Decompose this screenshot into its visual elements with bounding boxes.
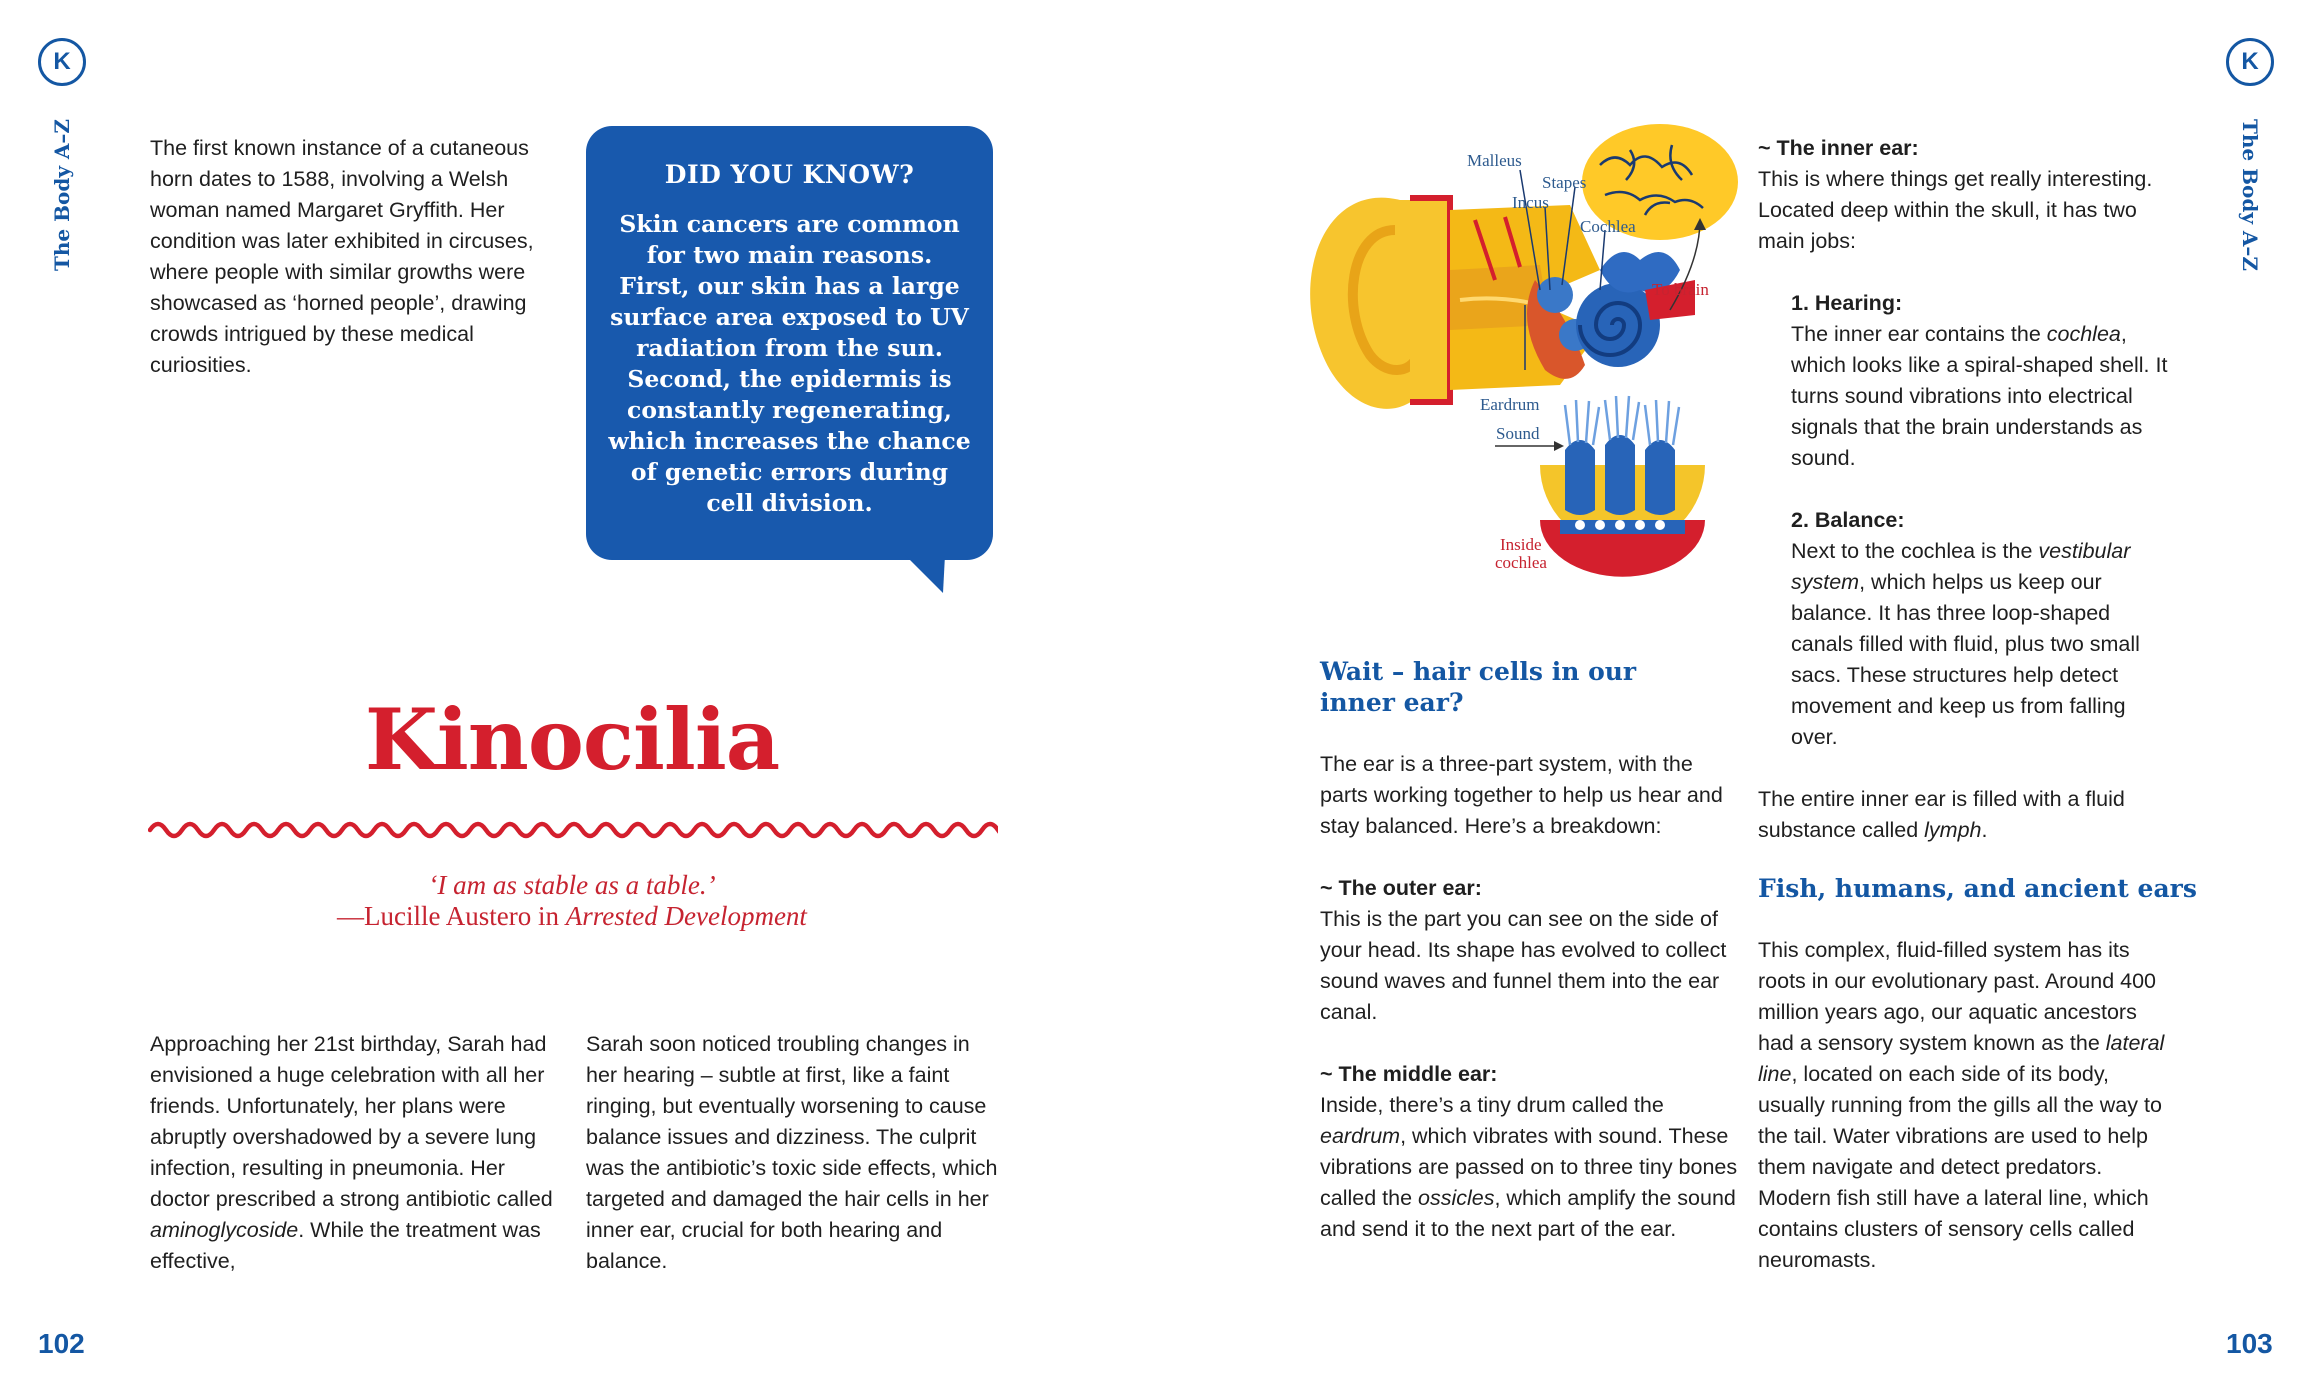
intro-paragraph [150, 133, 555, 381]
section-heading-fish: Fish, humans, and ancient ears [1758, 874, 2197, 903]
middle-ear-text: Inside, there’s a tiny drum called the [1320, 1093, 1664, 1117]
lymph-paragraph [1758, 784, 2178, 846]
story-column-1 [150, 1029, 560, 1277]
outer-ear-label: ~ The outer ear: [1320, 876, 1482, 900]
label-sound: Sound [1496, 424, 1540, 443]
running-header: The Body A–Z [50, 118, 74, 272]
story-text: Approaching her 21st birthday, Sarah had envisioned a huge celebration with all her friends. Unfortunately, her plans were abruptly overshadowed by a severe lung infection, resulting in pneumonia. Her doctor prescribed a strong antibiotic called [150, 1032, 553, 1211]
quote-line: ‘I am as stable as a table.’ [428, 870, 716, 900]
lymph-term: lymph [1924, 818, 1982, 842]
story-italic: aminoglycoside [150, 1218, 299, 1242]
hair-cells-icon [1540, 396, 1705, 577]
inner-ear-paragraph [1758, 133, 2178, 257]
attribution-title: Arrested Development [565, 901, 807, 931]
fish-column [1758, 935, 2178, 1276]
balance-text: Next to the cochlea is the [1791, 539, 2039, 563]
hearing-text-2: , which looks like a spiral-shaped shell. It turns sound vibrations into electrical signals that the brain understands as sound. [1791, 322, 2168, 470]
label-malleus: Malleus [1467, 151, 1522, 170]
cochlea-term: cochlea [2046, 322, 2121, 346]
balance-label: 2. Balance: [1791, 508, 1905, 532]
did-you-know-box [586, 126, 993, 560]
label-eardrum: Eardrum [1480, 395, 1540, 414]
vestibular-term: vestibular system [1791, 539, 2131, 594]
story-column-2 [586, 1029, 998, 1277]
hearing-label: 1. Hearing: [1791, 291, 1903, 315]
ear-explainer-column [1320, 749, 1745, 1245]
page-title: Kinocilia [364, 690, 780, 789]
ear-intro: The ear is a three-part system, with the parts working together to help us hear and stay balanced. Here’s a breakdown: [1320, 752, 1723, 838]
label-inside-cochlea-2: cochlea [1495, 553, 1547, 572]
outer-ear-icon [1310, 198, 1450, 409]
eardrum-term: eardrum [1320, 1124, 1401, 1148]
page-number-right: 103 [2226, 1328, 2273, 1359]
outer-ear-text: This is the part you can see on the side of your head. Its shape has evolved to collect sound waves and funnel them into the ear canal. [1320, 907, 1727, 1024]
label-stapes: Stapes [1542, 173, 1587, 192]
story-paragraph-2: Sarah soon noticed troubling changes in her hearing – subtle at first, like a faint ringing, but eventually worsening to cause balance issues and dizziness. The culprit was the antibiotic’s toxic side effects, which targeted and damaged the hair cells in her inner ear, crucial for both hearing and balance. [586, 1032, 998, 1273]
middle-ear-text-3: , which amplify the sound and send it to the next part of the ear. [1320, 1186, 1736, 1241]
did-you-know-heading: DID YOU KNOW? [664, 160, 915, 189]
middle-ear-text-2: , which vibrates with sound. These vibrations are passed on to three tiny bones called the [1320, 1124, 1738, 1210]
fish-text-2: , located on each side of its body, usually running from the gills all the way to the tail. Water vibrations are used to help them navigate and detect predators. Modern fish still have a lateral line, which contains clusters of sensory cells called neuromasts. [1758, 1062, 2162, 1272]
label-to-brain: To brain [1652, 280, 1709, 299]
quote-attribution [148, 901, 996, 932]
chapter-letter: K [53, 48, 71, 75]
story-paragraph-1 [150, 1029, 560, 1277]
label-inside-cochlea-1: Inside [1500, 535, 1542, 554]
ear-diagram [1300, 120, 1740, 580]
chapter-letter-right: K [2241, 48, 2259, 75]
attribution-text: —Lucille Austero in [337, 901, 566, 931]
inner-ear-label: ~ The inner ear: [1758, 136, 1919, 160]
fish-paragraph [1758, 935, 2178, 1276]
did-you-know-body: Skin cancers are common for two main reasons. First, our skin has a large surface area exposed to UV radiation from the sun. Second, the epidermis is constantly regenerating, which increases the chance of genetic errors during cell division. [608, 210, 971, 517]
heading-line-1: Wait – hair cells in our [1320, 657, 1637, 686]
ossicles-term: ossicles [1418, 1186, 1495, 1210]
outer-ear-paragraph [1320, 873, 1745, 1028]
lateral-line-term: lateral line [1758, 1031, 2165, 1086]
label-cochlea: Cochlea [1580, 217, 1636, 236]
hearing-text: The inner ear contains the [1791, 322, 2047, 346]
fish-text: This complex, fluid-filled system has its roots in our evolutionary past. Around 400 million years ago, our aquatic ancestors had a sensory system known as the [1758, 938, 2157, 1055]
story-text-end: . While the treatment was effective, [150, 1218, 541, 1273]
label-incus: Incus [1512, 193, 1549, 212]
middle-ear-label: ~ The middle ear: [1320, 1062, 1498, 1086]
balance-paragraph [1791, 505, 2178, 753]
lymph-text-end: . [1981, 818, 1988, 842]
inner-ear-text: This is where things get really interesting. Located deep within the skull, it has two main jobs: [1758, 167, 2153, 253]
chapter-letter-badge-right [2226, 38, 2274, 86]
balance-text-2: , which helps us keep our balance. It has three loop-shaped canals filled with fluid, plus two small sacs. These structures help detect movement and keep us from falling over. [1791, 570, 2140, 749]
running-header-right: The Body A–Z [2238, 118, 2262, 272]
speech-bubble-tail [905, 555, 945, 595]
inner-ear-column [1758, 133, 2178, 846]
middle-ear-paragraph [1320, 1059, 1745, 1245]
chapter-letter-badge [38, 38, 86, 86]
hearing-paragraph [1791, 288, 2178, 474]
section-heading-hair-cells [1320, 656, 1730, 718]
heading-line-2: inner ear? [1320, 688, 1464, 717]
intro-text: The first known instance of a cutaneous horn dates to 1588, involving a Welsh woman named Margaret Gryffith. Her condition was later exhibited in circuses, where people with similar growths were showcased as ‘horned people’, drawing crowds intrigued by these medical curiosities. [150, 136, 534, 377]
page-number-left: 102 [38, 1328, 85, 1359]
lymph-text: The entire inner ear is filled with a fluid substance called [1758, 787, 2125, 842]
epigraph-quote [148, 870, 996, 932]
wavy-divider [148, 815, 998, 845]
